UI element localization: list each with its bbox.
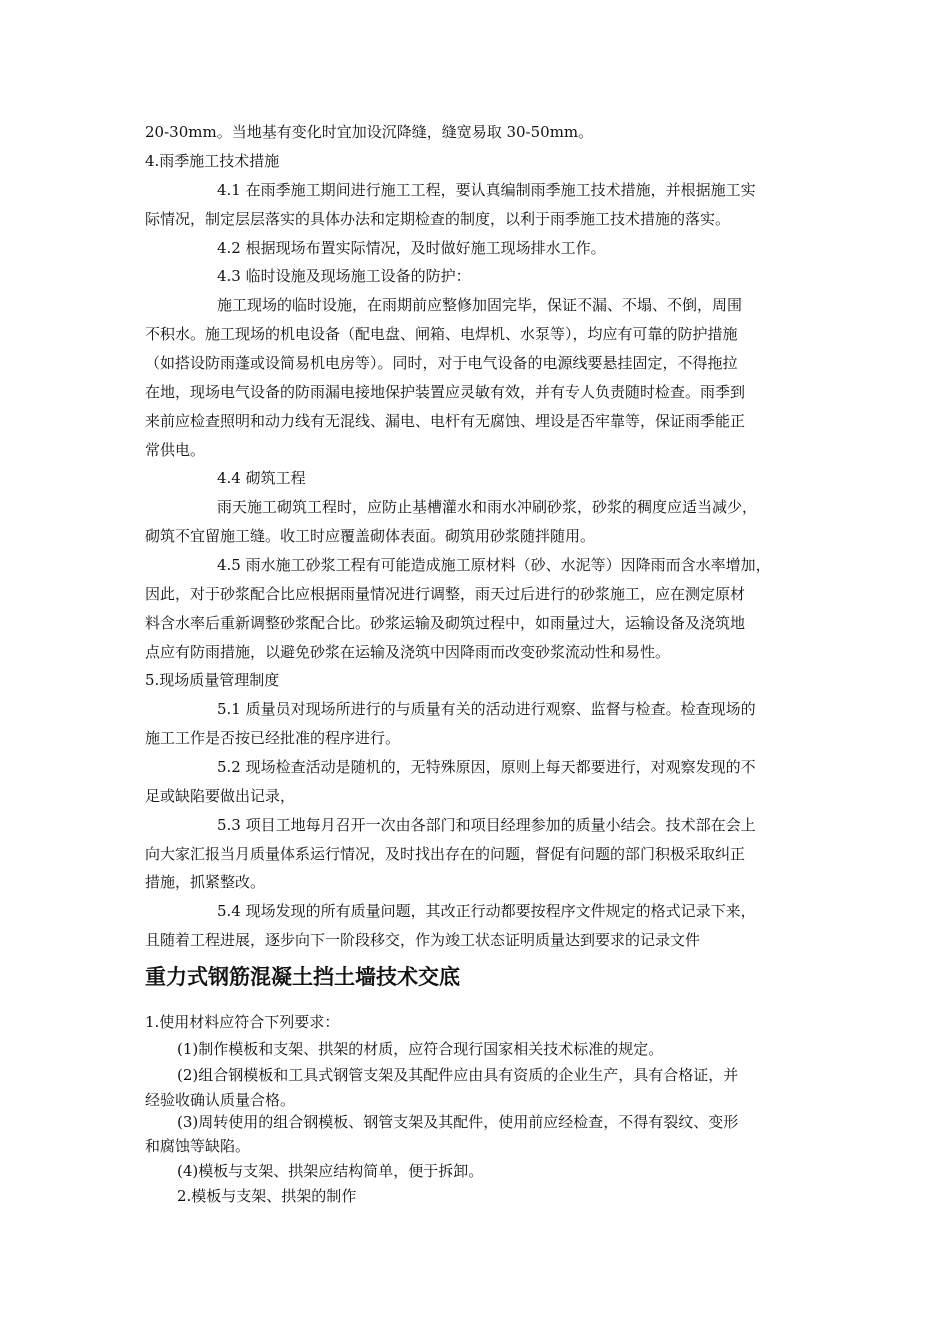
text-line: 和腐蚀等缺陷。	[145, 1137, 251, 1155]
text-line: 来前应检查照明和动力线有无混线、漏电、电杆有无腐蚀、埋设是否牢靠等，保证雨季能正	[145, 412, 746, 430]
text-line: 措施，抓紧整改。	[145, 873, 266, 891]
text-line: (1)制作模板和支架、拱架的材质，应符合现行国家相关技术标准的规定。	[177, 1040, 664, 1058]
text-line: 4.4 砌筑工程	[217, 469, 306, 487]
text-line: 不积水。施工现场的机电设备（配电盘、闸箱、电焊机、水泵等），均应有可靠的防护措施	[145, 325, 738, 343]
text-line: 砌筑不宜留施工缝。收工时应覆盖砌体表面。砌筑用砂浆随拌随用。	[145, 527, 596, 545]
text-line: 4.3 临时设施及现场施工设备的防护：	[217, 267, 471, 285]
text-line: 4.5 雨水施工砂浆工程有可能造成施工原材料（砂、水泥等）因降雨而含水率增加，	[217, 556, 771, 574]
text-line: 点应有防雨措施，以避免砂浆在运输及浇筑中因降雨而改变砂浆流动性和易性。	[145, 643, 671, 661]
text-line: 5.4 现场发现的所有质量问题，其改正行动都要按程序文件规定的格式记录下来，	[217, 902, 756, 920]
text-line: 5.3 项目工地每月召开一次由各部门和项目经理参加的质量小结会。技术部在会上	[217, 816, 756, 834]
text-line: (2)组合钢模板和工具式钢管支架及其配件应由具有资质的企业生产，具有合格证，并	[177, 1066, 739, 1084]
text-line: 因此，对于砂浆配合比应根据雨量情况进行调整，雨天过后进行的砂浆施工，应在测定原材	[145, 585, 746, 603]
text-line: 2.模板与支架、拱架的制作	[177, 1187, 357, 1205]
text-line: 常供电。	[145, 441, 206, 459]
text-line: (4)模板与支架、拱架应结构简单，便于拆卸。	[177, 1162, 484, 1180]
text-line: 4.2 根据现场布置实际情况，及时做好施工现场排水工作。	[217, 239, 606, 257]
text-line: （如搭设防雨蓬或设简易机电房等）。同时，对于电气设备的电源线要悬挂固定，不得拖拉	[145, 354, 738, 372]
section-5-title: 5.现场质量管理制度	[145, 671, 280, 689]
text-line: 足或缺陷要做出记录，	[145, 787, 296, 805]
text-line: 际情况，制定层层落实的具体办法和定期检查的制度，以利于雨季施工技术措施的落实。	[145, 210, 731, 228]
text-line: 在地，现场电气设备的防雨漏电接地保护装置应灵敏有效，并有专人负责随时检查。雨季到	[145, 383, 746, 401]
section-heading: 重力式钢筋混凝土挡土墙技术交底	[145, 965, 460, 989]
text-line: 且随着工程进展，逐步向下一阶段移交，作为竣工状态证明质量达到要求的记录文件	[145, 931, 701, 949]
text-line: 向大家汇报当月质量体系运行情况，及时找出存在的问题，督促有问题的部门积极采取纠正	[145, 845, 746, 863]
text-line: 5.1 质量员对现场所进行的与质量有关的活动进行观察、监督与检查。检查现场的	[217, 700, 756, 718]
text-line: 20-30mm。当地基有变化时宜加设沉降缝，缝宽易取 30-50mm。	[145, 123, 594, 141]
text-line: 经验收确认质量合格。	[145, 1091, 296, 1109]
text-line: 4.1 在雨季施工期间进行施工工程，要认真编制雨季施工技术措施，并根据施工实	[217, 181, 756, 199]
text-line: 5.2 现场检查活动是随机的，无特殊原因，原则上每天都要进行，对观察发现的不	[217, 758, 756, 776]
text-line: 施工现场的临时设施，在雨期前应整修加固完毕，保证不漏、不塌、不倒，周围	[217, 296, 743, 314]
text-line: (3)周转使用的组合钢模板、钢管支架及其配件，使用前应经检查，不得有裂纹、变形	[177, 1113, 739, 1131]
text-line: 料含水率后重新调整砂浆配合比。砂浆运输及砌筑过程中，如雨量过大，运输设备及浇筑地	[145, 614, 746, 632]
text-line: 雨天施工砌筑工程时，应防止基槽灌水和雨水冲刷砂浆，砂浆的稠度应适当减少，	[217, 498, 758, 516]
text-line: 施工工作是否按已经批准的程序进行。	[145, 729, 401, 747]
text-line: 1.使用材料应符合下列要求：	[145, 1013, 340, 1031]
section-4-title: 4.雨季施工技术措施	[145, 152, 280, 170]
